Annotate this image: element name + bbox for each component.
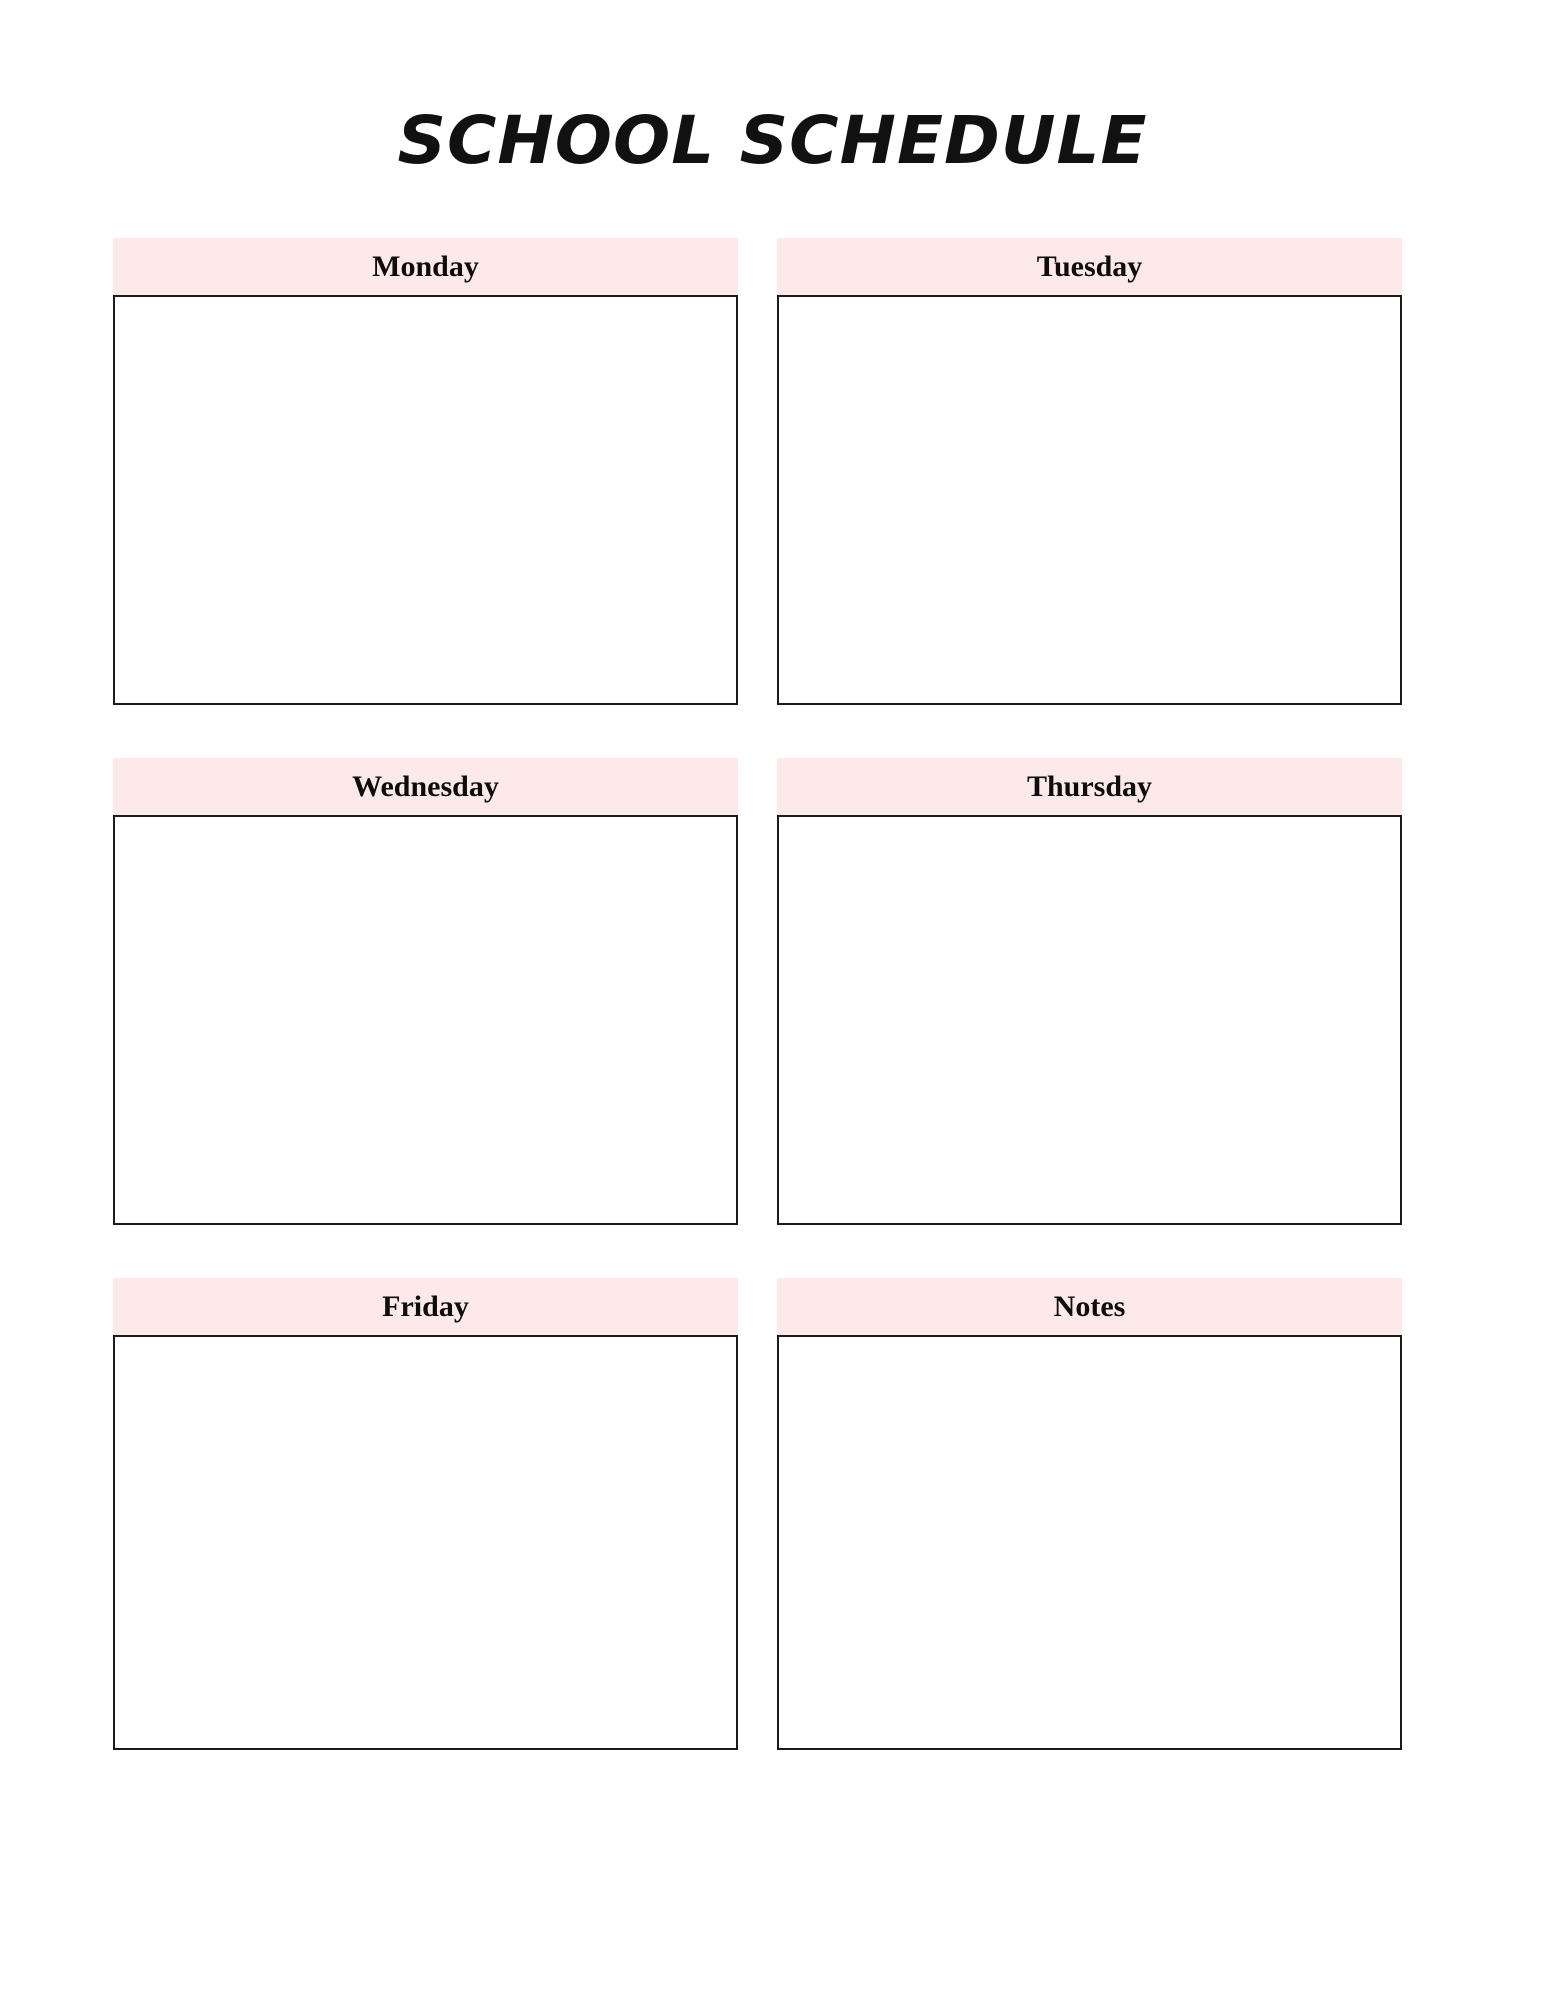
- day-writing-area-wednesday[interactable]: [113, 815, 738, 1225]
- schedule-grid: [113, 238, 1402, 1750]
- day-header-wednesday: Wednesday: [113, 758, 738, 815]
- day-header-thursday: Thursday: [777, 758, 1402, 815]
- schedule-cell-thursday: [777, 758, 1402, 1225]
- day-header-tuesday: Tuesday: [777, 238, 1402, 295]
- day-writing-area-monday[interactable]: [113, 295, 738, 705]
- page-title: SCHOOL SCHEDULE: [397, 102, 1148, 179]
- notes-writing-area[interactable]: [777, 1335, 1402, 1750]
- day-writing-area-thursday[interactable]: [777, 815, 1402, 1225]
- schedule-cell-tuesday: [777, 238, 1402, 705]
- day-header-friday: Friday: [113, 1278, 738, 1335]
- day-writing-area-tuesday[interactable]: [777, 295, 1402, 705]
- schedule-cell-notes: [777, 1278, 1402, 1750]
- notes-header: Notes: [777, 1278, 1402, 1335]
- schedule-cell-friday: [113, 1278, 738, 1750]
- schedule-cell-monday: [113, 238, 738, 705]
- schedule-cell-wednesday: [113, 758, 738, 1225]
- day-header-monday: Monday: [113, 238, 738, 295]
- day-writing-area-friday[interactable]: [113, 1335, 738, 1750]
